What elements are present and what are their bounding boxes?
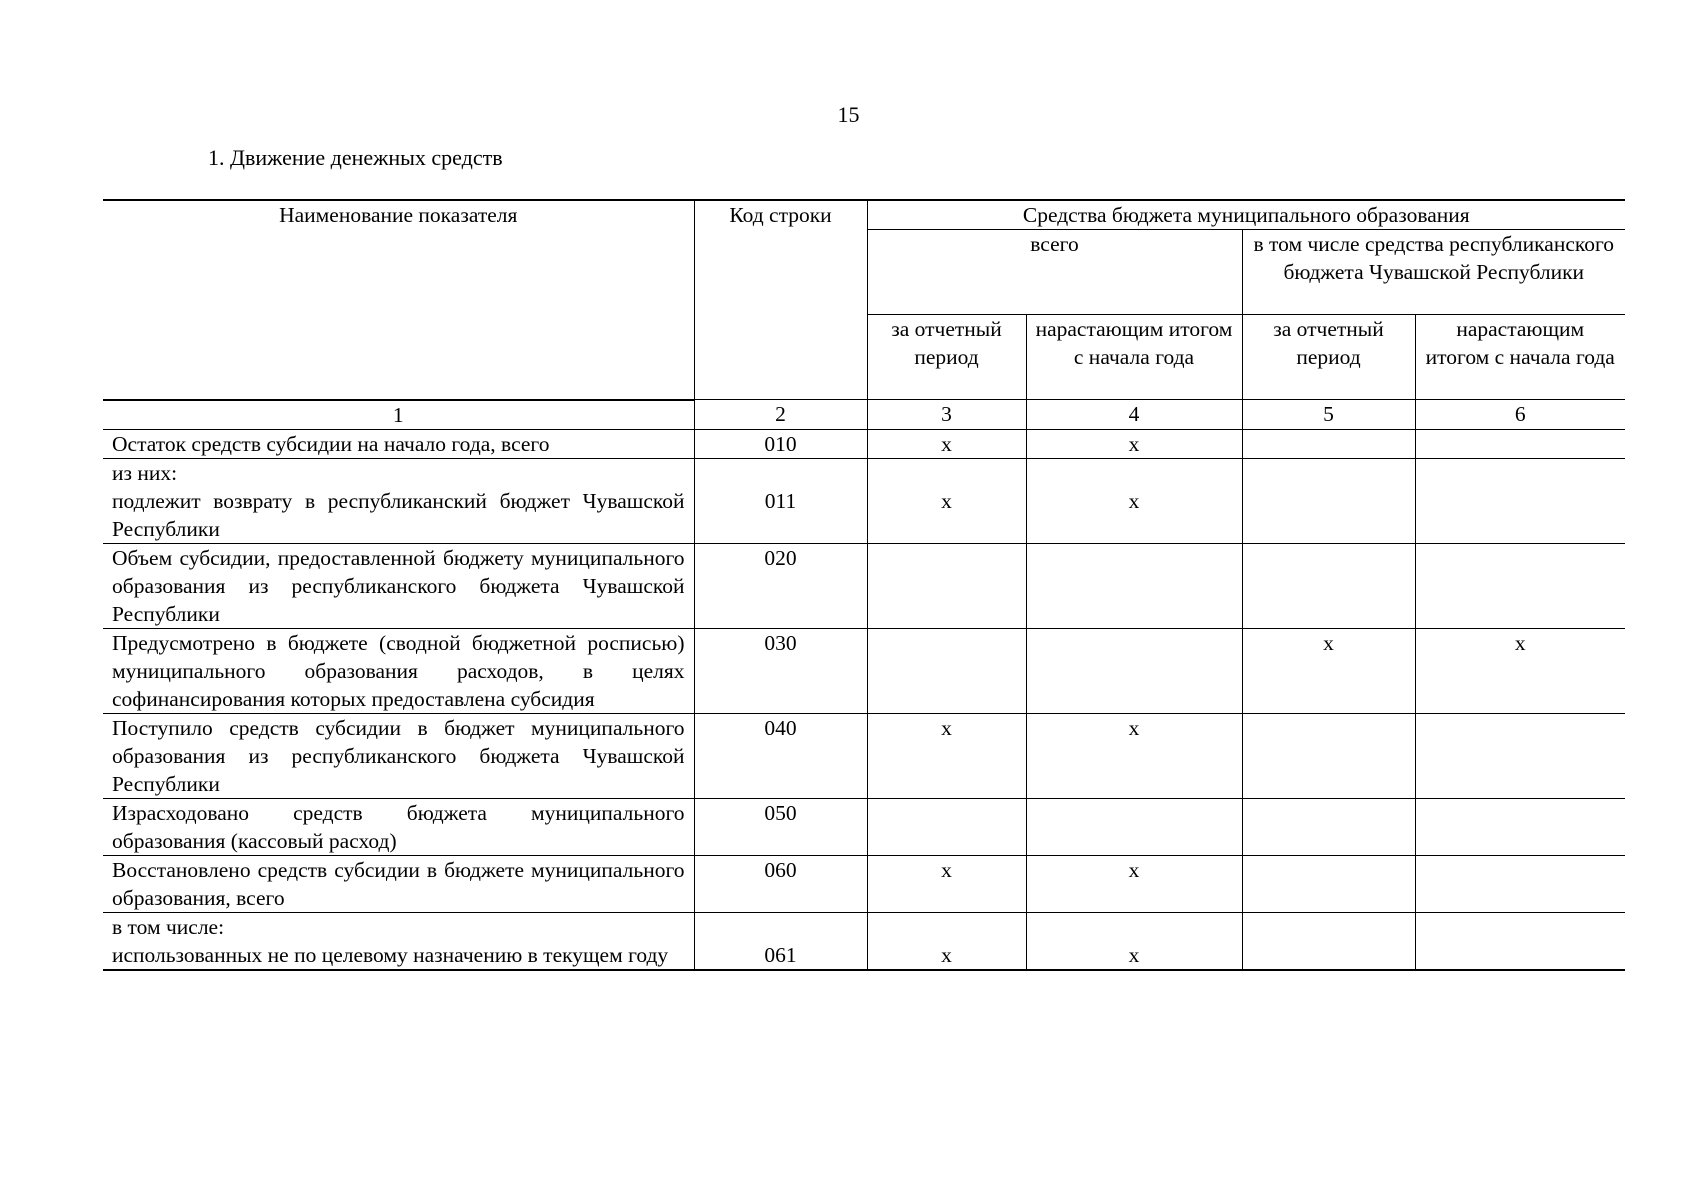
row-c6 — [1415, 855, 1625, 912]
header-republic-period: за отчетный период — [1242, 315, 1415, 400]
header-total-cumulative: нарастающим итогом с начала года — [1026, 315, 1242, 400]
row-code: 050 — [694, 798, 867, 855]
row-c4 — [1026, 798, 1242, 855]
row-c6 — [1415, 912, 1625, 970]
column-number: 3 — [867, 400, 1026, 430]
row-c3: x — [867, 429, 1026, 458]
row-c5 — [1242, 798, 1415, 855]
header-code: Код строки — [694, 200, 867, 400]
header-republic-cumulative: нарастающим итогом с начала года — [1415, 315, 1625, 400]
row-c3 — [867, 798, 1026, 855]
row-c5: x — [1242, 628, 1415, 713]
column-number: 2 — [694, 400, 867, 430]
row-c4: x — [1026, 429, 1242, 458]
row-c4 — [1026, 628, 1242, 713]
row-c5 — [1242, 458, 1415, 543]
row-name-text: использованных не по целевому назначению в текущем году — [112, 942, 669, 967]
row-c6 — [1415, 543, 1625, 628]
row-c3: x — [867, 458, 1026, 543]
row-name: Объем субсидии, предоставленной бюджету муниципального образования из республиканского бюджета Чувашской Республики — [103, 543, 694, 628]
row-c6: x — [1415, 628, 1625, 713]
row-name: Предусмотрено в бюджете (сводной бюджетной росписью) муниципального образования расходов, в целях софинансирования которых предоставлена субсидия — [103, 628, 694, 713]
row-name: Восстановлено средств субсидии в бюджете муниципального образования, всего — [103, 855, 694, 912]
table-row — [103, 429, 1625, 458]
column-number: 4 — [1026, 400, 1242, 430]
row-c3 — [867, 543, 1026, 628]
header-total-period: за отчетный период — [867, 315, 1026, 400]
page-number: 15 — [837, 102, 860, 127]
row-c5 — [1242, 713, 1415, 798]
row-c3: x — [867, 912, 1026, 970]
row-name: Остаток средств субсидии на начало года, всего — [103, 429, 694, 458]
row-prefix: в том числе: — [112, 914, 225, 939]
row-code: 011 — [694, 458, 867, 543]
column-number: 1 — [103, 400, 694, 430]
row-code: 030 — [694, 628, 867, 713]
row-name — [103, 912, 694, 970]
row-prefix: из них: — [112, 460, 178, 485]
row-c4: x — [1026, 458, 1242, 543]
row-c3 — [867, 628, 1026, 713]
row-c6 — [1415, 798, 1625, 855]
row-c4: x — [1026, 912, 1242, 970]
row-code: 020 — [694, 543, 867, 628]
row-code: 010 — [694, 429, 867, 458]
row-c4: x — [1026, 713, 1242, 798]
cash-flow-table — [103, 199, 1625, 971]
row-c3: x — [867, 855, 1026, 912]
row-c4 — [1026, 543, 1242, 628]
row-name — [103, 458, 694, 543]
row-name: Поступило средств субсидии в бюджет муниципального образования из республиканского бюджета Чувашской Республики — [103, 713, 694, 798]
table-row — [103, 628, 1625, 713]
row-c5 — [1242, 912, 1415, 970]
header-total: всего — [867, 230, 1242, 315]
row-code: 040 — [694, 713, 867, 798]
header-republic-funds: в том числе средства республиканского бюджета Чувашской Республики — [1242, 230, 1625, 315]
table-row — [103, 912, 1625, 970]
column-number: 5 — [1242, 400, 1415, 430]
row-name-text: подлежит возврату в республиканский бюджет Чувашской Республики — [112, 488, 685, 541]
row-c3: x — [867, 713, 1026, 798]
row-c5 — [1242, 855, 1415, 912]
row-code: 060 — [694, 855, 867, 912]
row-code: 061 — [694, 912, 867, 970]
row-c5 — [1242, 543, 1415, 628]
row-c6 — [1415, 713, 1625, 798]
row-name: Израсходовано средств бюджета муниципального образования (кассовый расход) — [103, 798, 694, 855]
table-row — [103, 855, 1625, 912]
section-title: 1. Движение денежных средств — [208, 145, 503, 170]
header-municipal-budget: Средства бюджета муниципального образования — [867, 200, 1625, 230]
row-c6 — [1415, 458, 1625, 543]
column-number: 6 — [1415, 400, 1625, 430]
row-c6 — [1415, 429, 1625, 458]
row-c5 — [1242, 429, 1415, 458]
row-c4: x — [1026, 855, 1242, 912]
table-row — [103, 713, 1625, 798]
table-row — [103, 458, 1625, 543]
table-row — [103, 543, 1625, 628]
table-row — [103, 798, 1625, 855]
header-name: Наименование показателя — [103, 200, 694, 400]
